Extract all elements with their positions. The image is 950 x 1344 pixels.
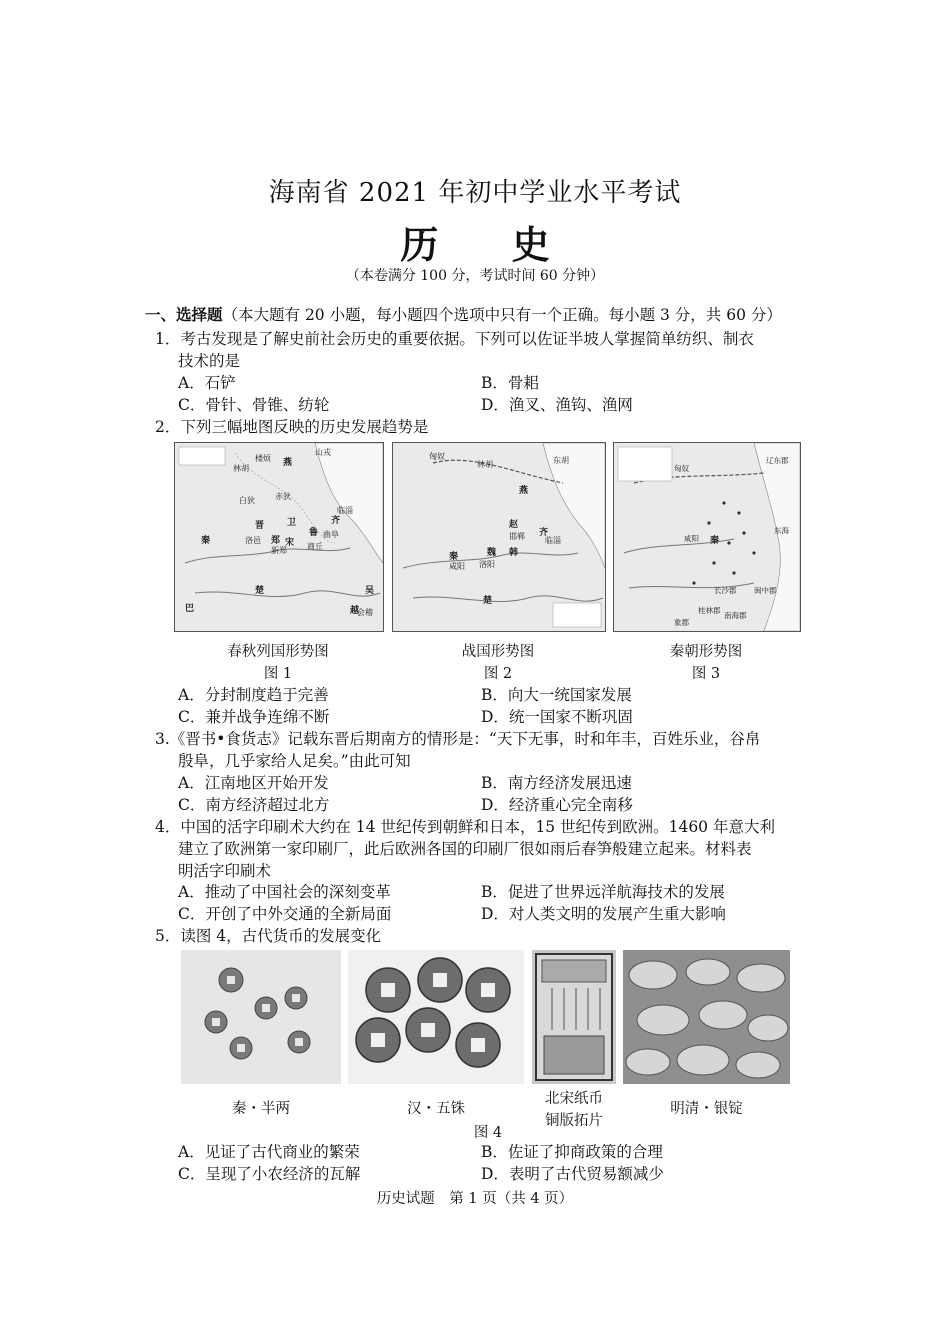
coin-banliang-image	[181, 950, 341, 1084]
q3-option-c: C．南方经济超过北方	[178, 796, 330, 814]
svg-text:韩: 韩	[509, 548, 519, 558]
q3-stem-line1: 3.《晋书•食货志》记载东晋后期南方的情形是：“天下无事，时和年丰，百姓乐业，谷帛	[155, 730, 761, 748]
subject-title: 历 史	[400, 222, 580, 267]
svg-text:长沙郡: 长沙郡	[714, 586, 737, 595]
q2-option-d: D．统一国家不断巩固	[481, 708, 633, 726]
svg-text:楚: 楚	[483, 596, 493, 606]
map-warring-states	[392, 442, 606, 632]
svg-text:洛阳: 洛阳	[479, 560, 495, 569]
exam-note: （本卷满分 100 分，考试时间 60 分钟）	[345, 268, 605, 284]
map-spring-autumn	[174, 442, 384, 632]
svg-text:赵: 赵	[509, 520, 519, 530]
q2-option-c: C．兼并战争连绵不断	[178, 708, 330, 726]
svg-text:洛邑: 洛邑	[245, 536, 261, 545]
q4-stem-line3: 明活字印刷术	[178, 862, 272, 880]
exam-title: 海南省 2021 年初中学业水平考试	[268, 178, 682, 208]
svg-text:林胡: 林胡	[233, 464, 249, 473]
map3-figure-label: 图 3	[691, 666, 721, 682]
paper-money-caption-line1: 北宋纸币	[545, 1091, 603, 1107]
svg-text:齐: 齐	[539, 528, 549, 538]
q1-option-a: A．石铲	[178, 374, 236, 392]
song-paper-money-svg	[532, 950, 616, 1084]
q4-stem-line1: 4．中国的活字印刷术大约在 14 世纪传到朝鲜和日本，15 世纪传到欧洲。1460 年意大利	[155, 818, 775, 836]
q4-stem-line2: 建立了欧洲第一家印刷厂，此后欧洲各国的印刷厂很如雨后春笋般建立起来。材料表	[178, 840, 752, 858]
silver-ingot-svg	[623, 950, 790, 1084]
q5-stem: 5．读图 4，古代货币的发展变化	[155, 927, 382, 945]
q3-option-b: B．南方经济发展迅速	[481, 774, 632, 792]
song-paper-money-image	[532, 950, 616, 1084]
q2-option-a: A．分封制度趋于完善	[178, 686, 329, 704]
paper-money-caption-line2: 铜版拓片	[545, 1113, 603, 1129]
q3-option-d: D．经济重心完全南移	[481, 796, 633, 814]
map2-figure-label: 图 2	[483, 666, 513, 682]
svg-text:临淄: 临淄	[545, 536, 561, 545]
svg-text:楚: 楚	[255, 586, 265, 596]
map-spring-autumn-svg	[175, 443, 383, 631]
q5-option-d: D．表明了古代贸易额减少	[481, 1165, 664, 1183]
svg-text:秦: 秦	[201, 536, 211, 546]
svg-text:山戎: 山戎	[315, 448, 331, 457]
svg-text:临淄: 临淄	[337, 506, 353, 515]
q1-stem-line1: 1．考古发现是了解史前社会历史的重要依据。下列可以佐证半坡人掌握简单纺织、制衣	[155, 330, 754, 348]
q4-option-c: C．开创了中外交通的全新局面	[178, 905, 392, 923]
q1-option-d: D．渔叉、渔钩、渔网	[481, 396, 633, 414]
svg-text:鲁: 鲁	[309, 528, 319, 538]
q5-option-c: C．呈现了小农经济的瓦解	[178, 1165, 361, 1183]
q1-option-c: C．骨针、骨锥、纺轮	[178, 396, 330, 414]
svg-text:越: 越	[350, 606, 360, 616]
svg-text:东海: 东海	[774, 526, 789, 535]
silver-ingot-caption: 明清・银锭	[670, 1101, 743, 1117]
coin-banliang-svg	[181, 950, 341, 1084]
q3-option-a: A．江南地区开始开发	[178, 774, 329, 792]
svg-text:白狄: 白狄	[239, 496, 255, 505]
svg-text:林胡: 林胡	[477, 460, 493, 469]
svg-text:秦: 秦	[710, 536, 720, 546]
q4-option-d: D．对人类文明的发展产生重大影响	[481, 905, 726, 923]
q1-option-b: B．骨耜	[481, 374, 539, 392]
svg-text:新郑: 新郑	[271, 546, 287, 555]
svg-text:齐: 齐	[331, 516, 341, 526]
map-qin-dynasty	[613, 442, 801, 632]
coin-wuzhu-image	[348, 950, 524, 1084]
svg-text:赤狄: 赤狄	[275, 492, 291, 501]
svg-text:桂林郡: 桂林郡	[698, 606, 721, 615]
svg-text:卫: 卫	[287, 518, 297, 528]
svg-text:南海郡: 南海郡	[724, 611, 747, 620]
svg-text:宋: 宋	[285, 538, 295, 548]
svg-text:咸阳: 咸阳	[449, 562, 465, 571]
coin-wuzhu-caption: 汉・五铢	[407, 1101, 465, 1117]
svg-text:燕: 燕	[519, 486, 529, 496]
svg-text:曲阜: 曲阜	[323, 530, 339, 539]
svg-text:吴: 吴	[365, 586, 375, 596]
svg-text:燕: 燕	[283, 458, 293, 468]
svg-text:咸阳: 咸阳	[684, 534, 699, 543]
svg-text:商丘: 商丘	[307, 542, 323, 551]
figure4-label: 图 4	[473, 1125, 503, 1141]
section-heading: 一、选择题	[145, 305, 223, 324]
q1-stem-line2: 技术的是	[178, 352, 241, 370]
svg-text:匈奴: 匈奴	[429, 452, 445, 461]
svg-text:巴: 巴	[185, 604, 195, 614]
map1-figure-label: 图 1	[263, 666, 293, 682]
q5-option-b: B．佐证了抑商政策的合理	[481, 1143, 663, 1161]
coin-banliang-caption: 秦・半两	[232, 1101, 290, 1117]
map-qin-dynasty-svg	[614, 443, 800, 631]
svg-text:秦: 秦	[449, 552, 459, 562]
map1-caption: 春秋列国形势图	[227, 644, 329, 660]
page-footer: 历史试题 第 1 页（共 4 页）	[376, 1191, 574, 1207]
svg-text:邯郸: 邯郸	[509, 532, 525, 541]
map3-caption: 秦朝形势图	[669, 644, 743, 660]
svg-text:象郡: 象郡	[674, 618, 689, 627]
q3-stem-line2: 殷阜，几乎家给人足矣。”由此可知	[178, 752, 411, 770]
section-heading-row	[145, 304, 782, 326]
svg-text:东胡: 东胡	[553, 456, 569, 465]
svg-text:闽中郡: 闽中郡	[754, 586, 777, 595]
q2-option-b: B．向大一统国家发展	[481, 686, 632, 704]
q4-option-a: A．推动了中国社会的深刻变革	[178, 883, 391, 901]
svg-text:郑: 郑	[271, 536, 281, 546]
silver-ingot-image	[623, 950, 790, 1084]
q4-option-b: B．促进了世界远洋航海技术的发展	[481, 883, 725, 901]
svg-text:会稽: 会稽	[357, 608, 373, 617]
q5-option-a: A．见证了古代商业的繁荣	[178, 1143, 360, 1161]
map2-caption: 战国形势图	[461, 644, 535, 660]
q2-stem: 2．下列三幅地图反映的历史发展趋势是	[155, 418, 429, 436]
section-instructions: （本大题有 20 小题，每小题四个选项中只有一个正确。每小题 3 分，共 60 分）	[222, 306, 782, 324]
svg-text:辽东郡: 辽东郡	[766, 456, 789, 465]
map-warring-states-svg	[393, 443, 605, 631]
svg-text:晋: 晋	[255, 521, 265, 531]
coin-wuzhu-svg	[348, 950, 524, 1084]
svg-text:匈奴: 匈奴	[674, 464, 689, 473]
svg-text:魏: 魏	[487, 548, 497, 558]
svg-text:楼烦: 楼烦	[255, 454, 271, 463]
